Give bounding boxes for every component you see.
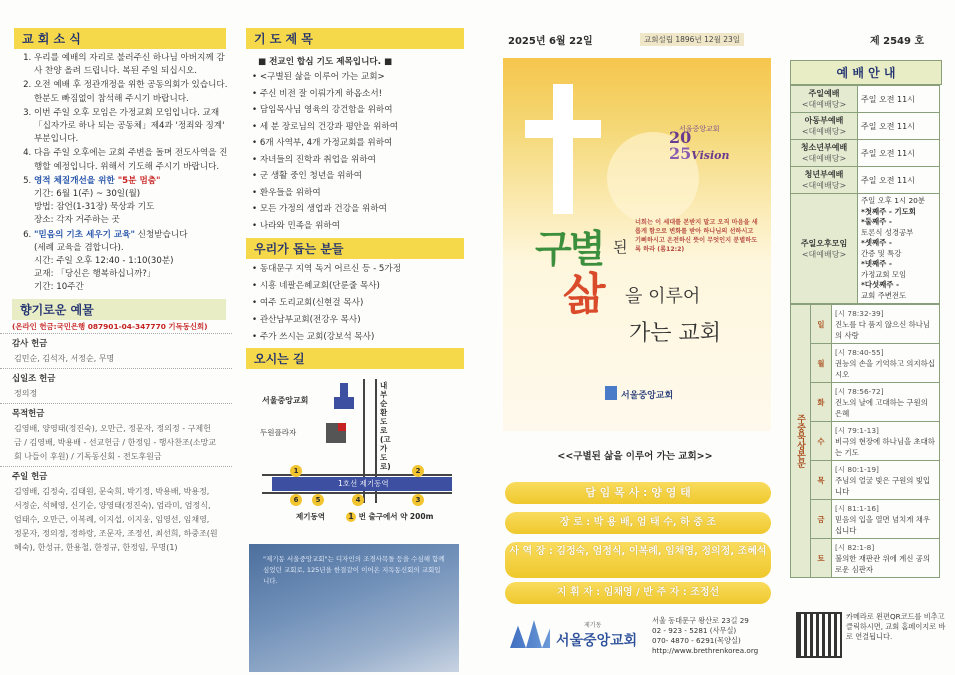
qr-code[interactable] xyxy=(796,612,842,658)
exit-marker: 6 xyxy=(290,494,302,506)
worship-column xyxy=(790,60,950,578)
church-motto: <<구별된 삶을 이루어 가는 교회>> xyxy=(557,451,713,462)
offering-group-label: 십일조 헌금 xyxy=(0,368,232,385)
offering-group-label: 감사 헌금 xyxy=(0,333,232,350)
prayer-item: • 환우들을 위하여 xyxy=(252,185,468,202)
cover-year: 20 25Vision xyxy=(669,128,730,163)
map-street-label: 1호선 제기동역 xyxy=(338,479,389,488)
staff-music: 지 휘 자 : 임채영 / 반 주 자 : 조정선 xyxy=(505,582,771,604)
cover-verse: 너희는 이 세대를 본받지 말고 오직 마음을 새롭게 함으로 변화를 받아 하나님의 선하시고 기뻐하시고 온전하신 뜻이 무엇인지 분별하도록 하라 (롬12:2) xyxy=(635,219,758,253)
bible-row: 토 [시 82:1-8] 불의한 재판관 위에 계신 공의로운 심판자 xyxy=(791,539,940,578)
help-item: • 주가 쓰시는 교회(강보석 목사) xyxy=(252,329,468,346)
exit-number: 1 xyxy=(346,512,356,522)
cover-logo: 서울중앙교회 xyxy=(621,391,674,401)
cover-title-a: 구별 xyxy=(535,227,603,271)
worship-row-afternoon: 주일오후모임 <대예배당> 주일 오후 1시 20분 *첫째주 - 기도회 *둘째주 - 토론식 성경공부 *셋째주 - 간증 및 특강 *넷째주 - 가정교회 모임 *다섯째주 - 교회 주변전도 xyxy=(791,194,940,304)
worship-row: 청소년부예배 <대예배당> 주일 오전 11시 xyxy=(791,140,940,167)
cover-logo-icon xyxy=(605,386,617,400)
prayer-header: 기 도 제 목 xyxy=(246,28,464,49)
cover-image xyxy=(503,58,771,431)
news-item: 2. 오전 예배 후 정관개정을 위한 공동의회가 있습니다. 한분도 빠짐없이 참석해 주시기 바랍니다. xyxy=(34,79,232,105)
help-item: • 시흥 네팔은혜교회(단룬줄 목사) xyxy=(252,278,468,295)
staff-ministers: 사 역 장 : 김정숙, 엄정식, 이복례, 임채영, 정의정, 조혜석 xyxy=(505,542,771,578)
offering-group-label: 목적헌금 xyxy=(0,403,232,420)
photo-caption: "제기동 서울중앙교회"는 디자인의 조경사목돌 등을 수심해 함께 심었던 교회로, 125년을 한결같이 이어온 지독동신회의 교회입니다. xyxy=(263,555,445,585)
homepage-link[interactable]: http://www.brethrenkorea.org xyxy=(652,646,759,655)
bible-table xyxy=(790,304,940,578)
exit-marker: 4 xyxy=(352,494,364,506)
news-item: 1. 우리를 예배의 자리로 불러주신 하나님 아버지께 감사 찬양 올려 드립니다. 복된 주일 되십시오. xyxy=(34,52,232,78)
news-item: 6. "믿음의 기초 세우기 교육" 신청받습니다 (세례 교육을 겸합니다). 시간: 주일 오후 12:40 - 1:10(30분) 교재: 「당신은 행복하십니까?」 기간: 10주간 xyxy=(34,229,232,295)
footer-logo-icon xyxy=(510,620,550,648)
news-column xyxy=(0,28,232,557)
bible-row: 수 [시 79:1-13] 비극의 현장에 하나님을 초대하는 기도 xyxy=(791,422,940,461)
help-header: 우리가 돕는 분들 xyxy=(246,238,464,259)
help-item: • 관산남부교회(전강우 목사) xyxy=(252,312,468,329)
news-list xyxy=(0,52,232,295)
bible-row: 목 [시 80:1-19] 주님의 얼굴 빛은 구원의 빛입니다 xyxy=(791,461,940,500)
issue-number: 제 2549 호 xyxy=(870,36,925,47)
staff-elders: 장 로 : 박 용 배, 엄 태 수, 하 중 조 xyxy=(505,512,771,534)
offering-names: 김민순, 김석자, 서정순, 무명 xyxy=(14,353,115,363)
offering-names: 김영배, 김정숙, 김태원, 문숙희, 박기정, 박용배, 박용정, 서정순, 석혜영, 신기순, 양영태(정진숙), 엄라미, 엄정식, 엄태수, 오만근, 이복례, 이지섭, 이지웅, 임영선, 임채영, 정문자, 정의정, 정하랑, 조문자, 조정선, 최선희, 하중조(원혜숙), 한성규, 한용철, 한정규, 한정임, 무명(1) xyxy=(14,486,218,552)
prayer-subtitle: ■ 전교인 합심 기도 제목입니다. ■ xyxy=(258,57,393,67)
bible-row: 금 [시 81:1-16] 믿음의 입을 열면 넘치게 채우십니다 xyxy=(791,500,940,539)
directions-map xyxy=(252,375,460,535)
prayer-item: • 군 생활 중인 청년을 위하여 xyxy=(252,168,468,185)
offering-header: 향기로운 예물 xyxy=(12,299,226,320)
help-item: • 동대문구 지역 독거 어르신 등 - 5가정 xyxy=(252,261,468,278)
prayer-column xyxy=(240,28,468,535)
news-item: 4. 다음 주일 오후에는 교회 주변을 돌며 전도사역을 진행할 예정입니다. 위해서 기도해 주시기 바랍니다. xyxy=(34,147,232,173)
prayer-item: • 나라와 민족을 위하여 xyxy=(252,218,468,235)
prayer-item: • 6개 사역부, 4개 가정교회를 위하여 xyxy=(252,135,468,152)
offering-group-label: 주일 헌금 xyxy=(0,466,232,483)
map-exit-note: 1 번 출구에서 약 200m xyxy=(346,511,433,522)
footer-contact: 서울 동대문구 왕산로 23길 29 02 - 923 - 5281 (사무실) 070- 4870 - 6291(목양실) http://www.brethrenkorea.org xyxy=(652,616,759,655)
prayer-item: • 담임목사님 영육의 강건함을 위하여 xyxy=(252,102,468,119)
account-info: (온라인 헌금:국민은행 087901-04-347770 기독동신회) xyxy=(12,321,208,331)
staff-pastor: 담 임 목 사 : 양 영 태 xyxy=(505,482,771,504)
footer-small: 제기동 xyxy=(584,622,602,629)
offering-names: 김영배, 양영태(정진숙), 오만근, 정문자, 정의정 - 구제헌금 / 김영배, 박용배 - 선교헌금 / 한정임 - 행사찬조(소망교회 나들이 후원) / 기독동신회 - 전도후원금 xyxy=(14,423,217,461)
prayer-list xyxy=(240,69,468,234)
bible-label: 주중묵상본문 xyxy=(791,305,811,578)
cover-title-c: 삶 xyxy=(563,269,606,320)
prayer-item: • 자녀들의 진학과 취업을 위하여 xyxy=(252,152,468,169)
map-road-label: 내부순환도로(고가도로) xyxy=(380,381,391,471)
help-item: • 여주 도리교회(신현걸 목사) xyxy=(252,295,468,312)
worship-row: 아동부예배 <대예배당> 주일 오전 11시 xyxy=(791,113,940,140)
cover-church-small: 서울중앙교회 xyxy=(679,125,720,133)
bible-row: 화 [시 78:56-72] 진노의 날에 고대하는 구원의 은혜 xyxy=(791,383,940,422)
worship-row: 주일예배 <대예배당> 주일 오전 11시 xyxy=(791,86,940,113)
bible-row: 월 [시 78:40-55] 권능의 손을 기억하고 의지하십시오 xyxy=(791,344,940,383)
founded-date: 교회설립 1896년 12월 23일 xyxy=(640,33,744,46)
prayer-item: • 세 분 장로님의 건강과 평안을 위하여 xyxy=(252,119,468,136)
offering-names: 정의정 xyxy=(14,388,38,398)
exit-marker: 1 xyxy=(290,465,302,477)
prayer-item: • 모든 가정의 생업과 건강을 위하여 xyxy=(252,201,468,218)
bible-row: 주중묵상본문 일 [시 78:32-39] 진노를 다 품지 않으신 하나님의 사랑 xyxy=(791,305,940,344)
worship-row: 청년부예배 <대예배당> 주일 오전 11시 xyxy=(791,167,940,194)
cover-title-d: 을 이루어 xyxy=(625,286,701,307)
bulletin-date: 2025년 6월 22일 xyxy=(508,36,593,47)
directions-header: 오시는 길 xyxy=(246,348,464,369)
map-landmark-label: 두원플라자 xyxy=(260,428,297,437)
worship-header: 예 배 안 내 xyxy=(790,60,942,85)
news-item: 5. 영적 체질개선을 위한 "5분 멈춤" 기간: 6월 1(주) ~ 30일(월) 방법: 잠언(1-31장) 묵상과 기도 장소: 각자 거주하는 곳 xyxy=(34,175,232,228)
worship-table xyxy=(790,85,940,304)
cover-title-e: 가는 교회 xyxy=(629,321,722,346)
help-list xyxy=(240,261,468,346)
church-photo xyxy=(249,544,459,672)
exit-marker: 5 xyxy=(312,494,324,506)
map-exit-station: 제기동역 xyxy=(296,512,325,521)
news-item: 3. 이번 주일 오후 모임은 가정교회 모임입니다. 교재「십자가로 하나 되는 공동체」제4과 '정죄와 징계' 부분입니다. xyxy=(34,107,232,147)
qr-text: 카메라로 왼편QR코드를 비추고 클릭하시면, 교회 홈페이지로 바로 연결됩니다. xyxy=(846,612,946,641)
footer-name: 서울중앙교회 xyxy=(556,633,638,649)
exit-marker: 3 xyxy=(412,494,424,506)
cover-title-b: 된 xyxy=(613,238,628,256)
prayer-item: • 주신 비전 잘 이뤄가게 하옵소서! xyxy=(252,86,468,103)
map-church-label: 서울중앙교회 xyxy=(262,396,309,405)
news-header: 교 회 소 식 xyxy=(14,28,226,49)
prayer-item: • <구별된 삶을 이루어 가는 교회> xyxy=(252,69,468,86)
exit-marker: 2 xyxy=(412,465,424,477)
